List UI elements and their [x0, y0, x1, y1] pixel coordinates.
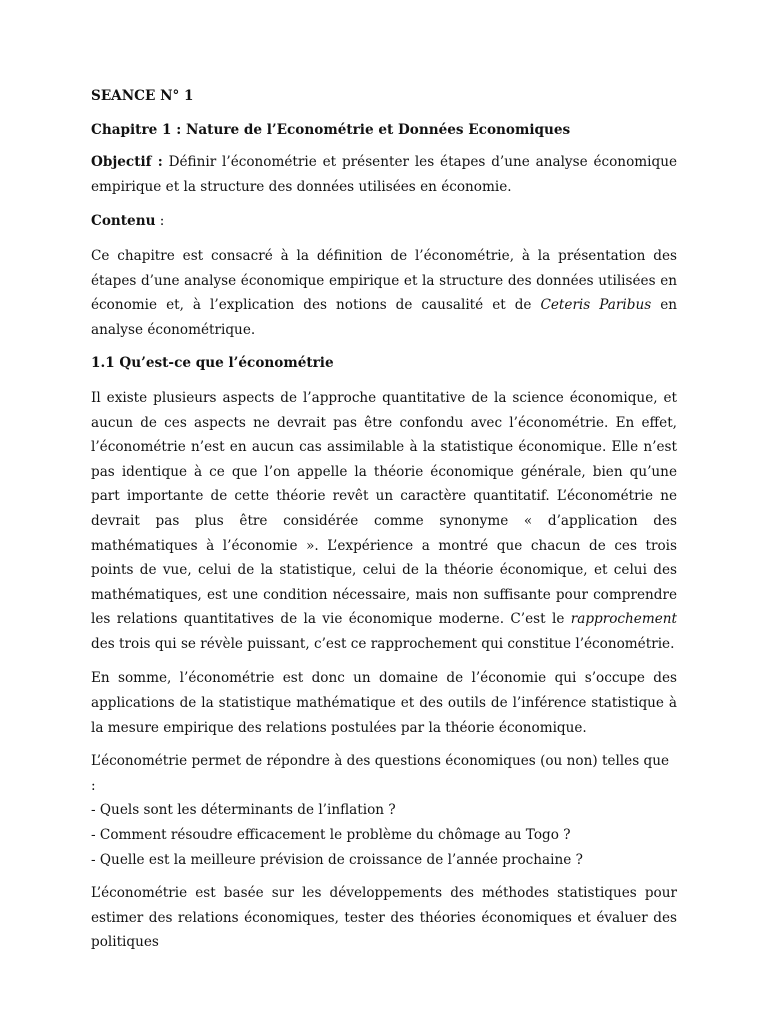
questions-intro: L’économétrie permet de répondre à des questions économiques (ou non) telles que :: [91, 753, 669, 794]
session-heading: SEANCE N° 1: [91, 88, 194, 104]
paragraph-definition-start: Il existe plusieurs aspects de l’approche quantitative de la science économique, et aucun de ces aspects ne devrait pas être confondu avec l’économétrie. En effet, l’économétrie n’est en aucun cas assimilable à la statistique économique. Elle n’est pas identique à ce que l’on appelle la théorie économique générale, bien qu’une part importante de cette théorie revêt un caractère quantitatif. L’économétrie ne devrait pas plus être considérée comme synonyme « d’application des mathématiques à l’économie ». L’expérience a montré que chacun de ces trois points de vue, celui de la statistique, celui de la théorie économique, et celui des mathématiques, est une condition nécessaire, mais non suffisante pour comprendre les relations quantitatives de la vie économique moderne. C’est le: [91, 389, 677, 628]
list-item: - Comment résoudre efficacement le problème du chômage au Togo ?: [91, 827, 571, 844]
list-item: - Quels sont les déterminants de l’inflation ?: [91, 802, 396, 819]
content-paragraph: [91, 244, 677, 342]
paragraph-definition-end: des trois qui se révèle puissant, c’est ce rapprochement qui constitue l’économétrie.: [91, 635, 675, 652]
questions-list: [91, 798, 677, 872]
content-text-start: Ce chapitre est consacré à la définition de l’économétrie, à la présentation des étapes d’une analyse économique empirique et la structure des données utilisées en économie et, à l’explication des notions de causalité et de: [91, 247, 677, 314]
content-text-end: en analyse économétrique.: [91, 297, 677, 338]
paragraph-definition: [91, 386, 677, 657]
objective-label: Objectif :: [91, 154, 163, 171]
list-item: - Quelle est la meilleure prévision de croissance de l’année prochaine ?: [91, 851, 583, 868]
paragraph-basis: L’économétrie est basée sur les développements des méthodes statistiques pour estimer des relations économiques, tester des théories économiques et évaluer des politiques: [91, 885, 677, 951]
chapter-title: Chapitre 1 : Nature de l’Econométrie et Données Economiques: [91, 121, 571, 138]
paragraph-summary: En somme, l’économétrie est donc un domaine de l’économie qui s’occupe des applications de la statistique mathématique et des outils de l’inférence statistique à la mesure empirique des relations postulées par la théorie économique.: [91, 670, 677, 736]
document-page: [91, 84, 677, 955]
objective-paragraph: [91, 150, 677, 199]
section-title: 1.1 Qu’est-ce que l’économétrie: [91, 355, 334, 372]
objective-text: Définir l’économétrie et présenter les étapes d’une analyse économique empirique et la structure des données utilisées en économie.: [91, 154, 677, 195]
ceteris-paribus-term: Ceteris Paribus: [540, 297, 652, 314]
content-label-suffix: :: [155, 213, 165, 230]
rapprochement-term: rapprochement: [570, 611, 677, 628]
content-heading: [91, 209, 677, 234]
content-label: Contenu: [91, 213, 156, 230]
